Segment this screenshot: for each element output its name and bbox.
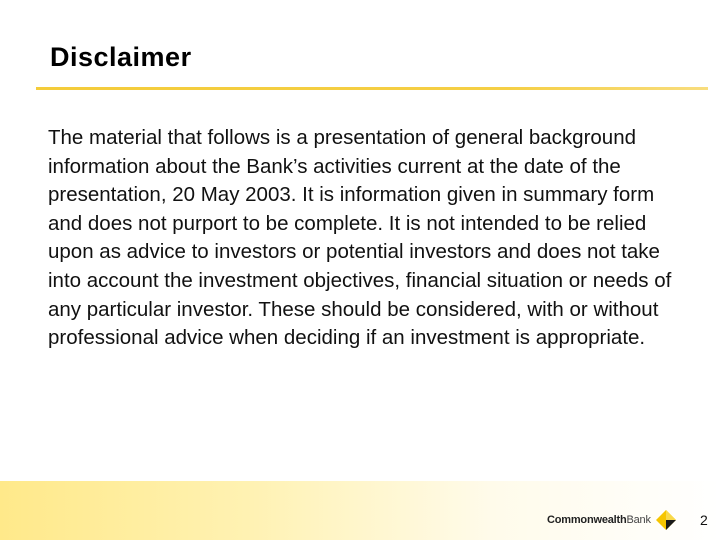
logo-wordmark-bank: Bank (626, 514, 651, 526)
slide-title: Disclaimer (50, 42, 192, 72)
disclaimer-text: The material that follows is a presentation of general background information about the Bank’s activities current at the date of the presentation, 20 May 2003. It is information given in summary form and does not purport to be complete. It is not intended to be relied upon as advice to investors or potential investors and does not take into account the investment objectives, financial situation or needs of any particular investor. These should be considered, with or without professional advice when deciding if an investment is appropriate. (48, 126, 672, 350)
commonwealth-bank-diamond-icon (654, 508, 678, 532)
title-underline (36, 87, 708, 90)
logo-wordmark-commonwealth: Commonwealth (547, 514, 627, 526)
commonwealth-bank-logo (547, 508, 678, 532)
page-number: 2 (700, 512, 708, 528)
